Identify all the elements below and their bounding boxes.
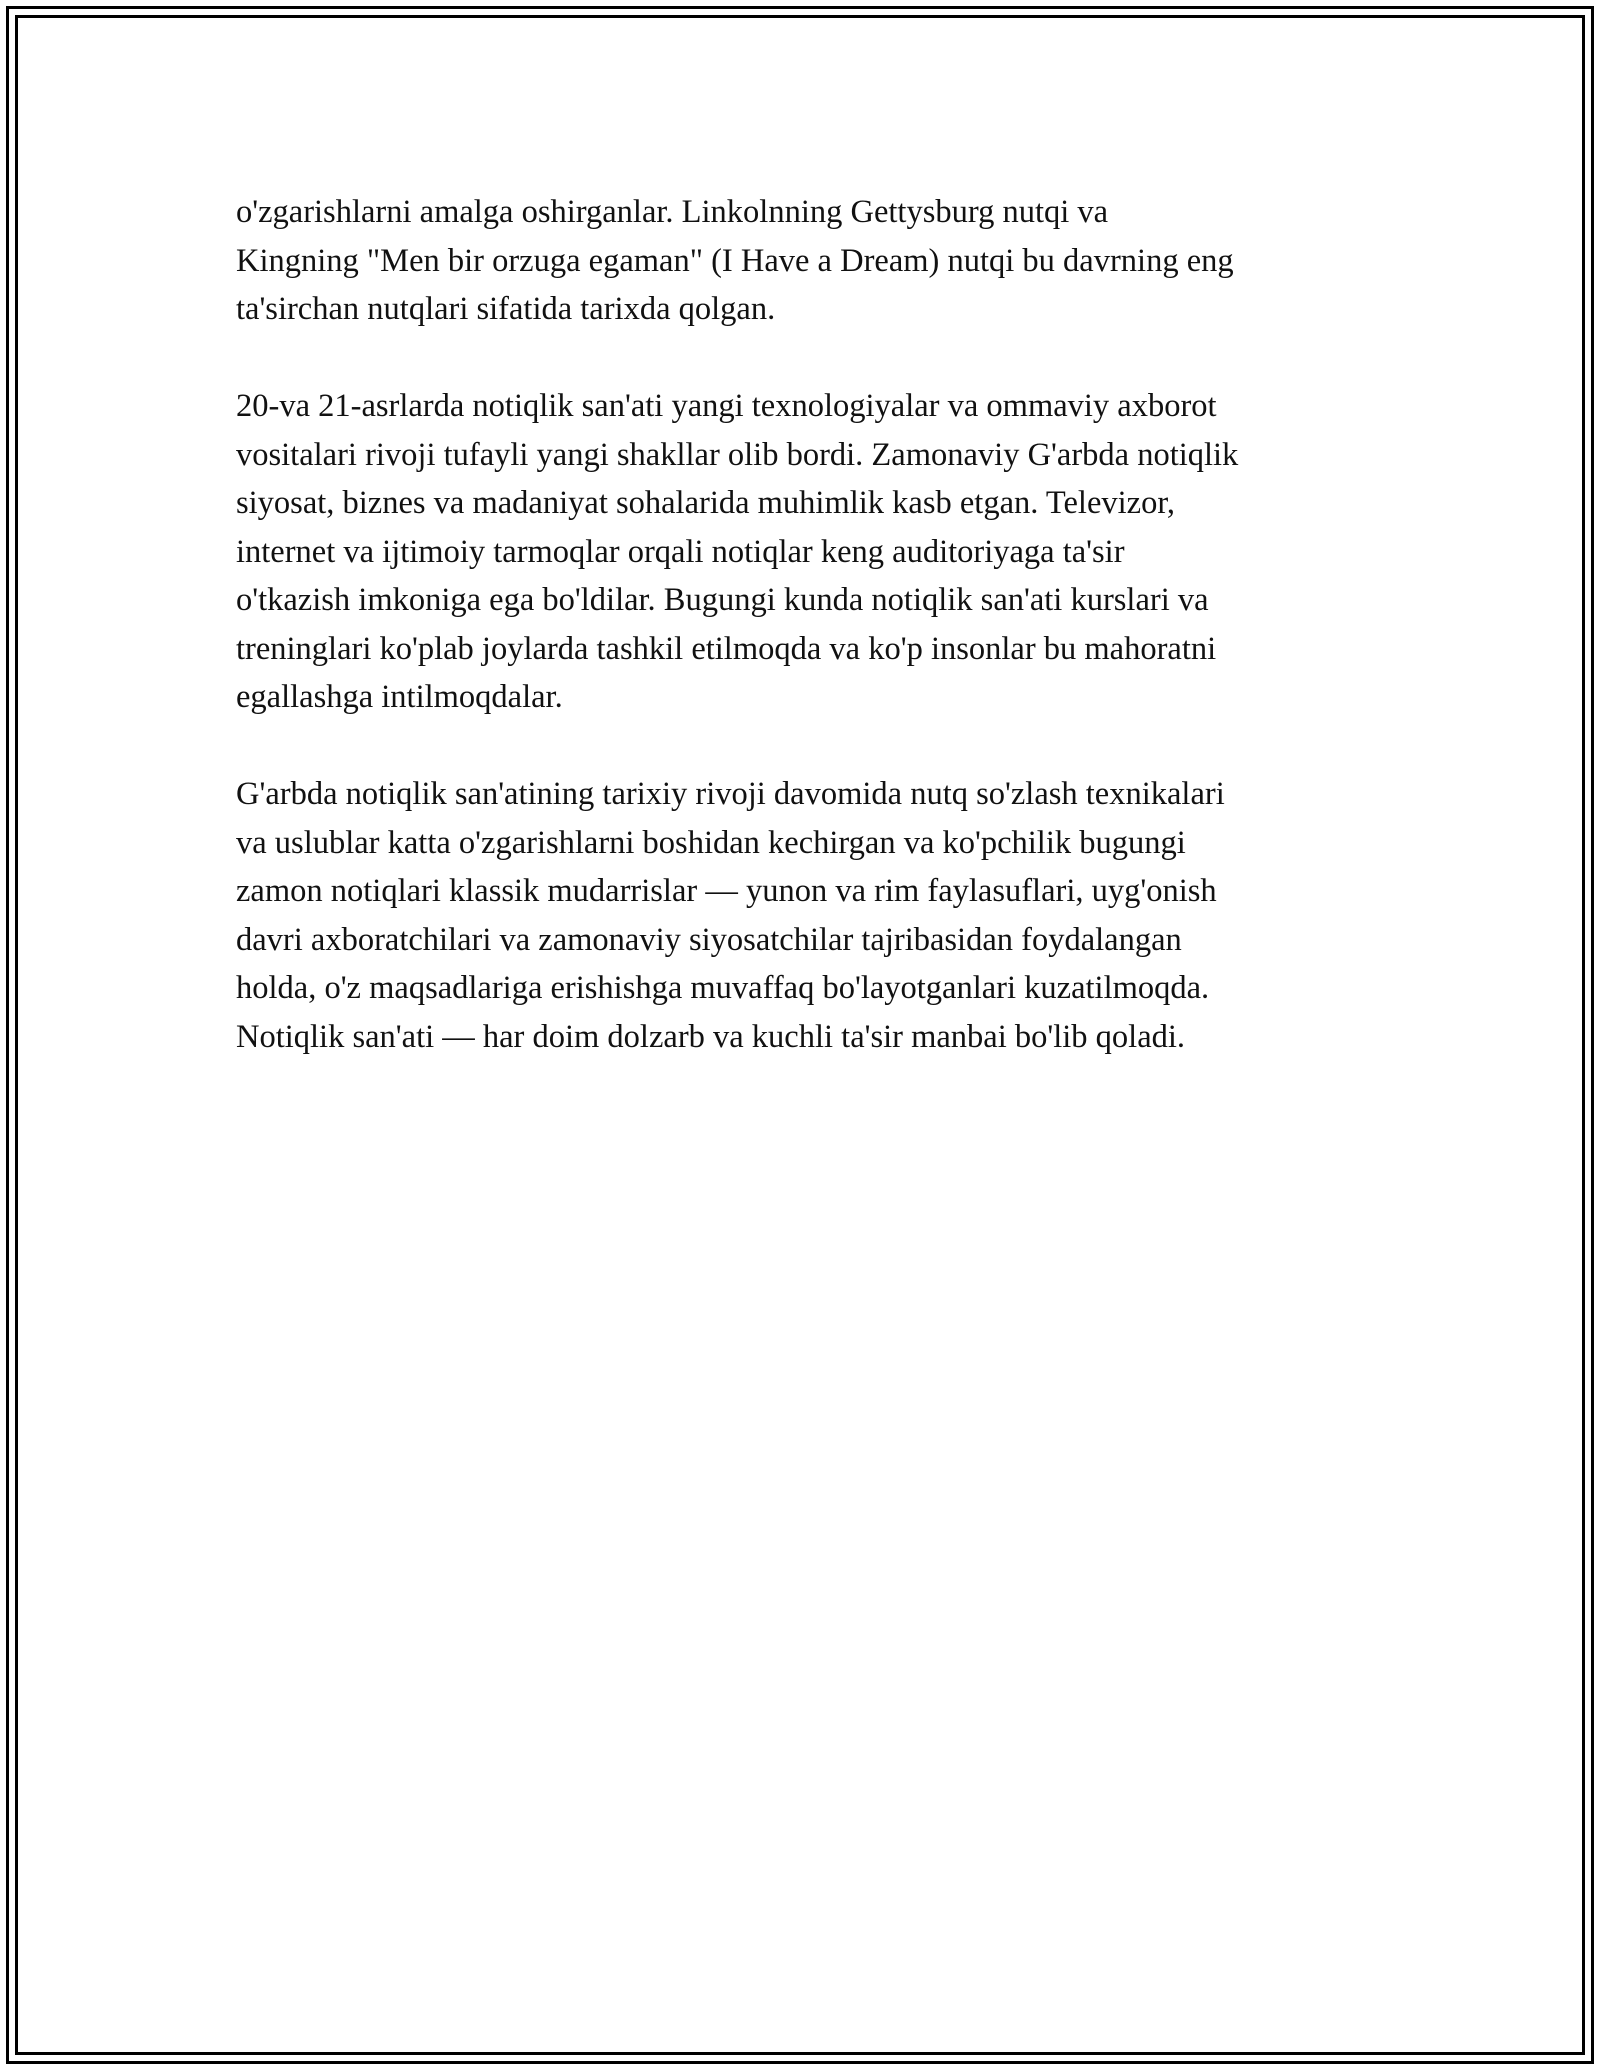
paragraph-spacer: [236, 722, 1376, 771]
text-line: vositalari rivoji tufayli yangi shakllar olib bordi. Zamonaviy G'arbda notiqlik: [236, 436, 1239, 473]
paragraph-2: [236, 382, 1376, 722]
text-line: egallashga intilmoqdalar.: [236, 679, 563, 715]
text-line: Kingning "Men bir orzuga egaman" (I Have a Dream) nutqi bu davrning eng: [236, 242, 1234, 279]
document-body: [236, 188, 1376, 1061]
paragraph-3: [236, 770, 1376, 1061]
paragraph-1: [236, 188, 1376, 334]
text-line: davri axboratchilari va zamonaviy siyosatchilar tajribasidan foydalangan: [236, 921, 1182, 958]
text-line: Notiqlik san'ati — har doim dolzarb va kuchli ta'sir manbai bo'lib qoladi.: [236, 1018, 1186, 1055]
text-line: treninglari ko'plab joylarda tashkil etilmoqda va ko'p insonlar bu mahoratni: [236, 630, 1217, 667]
text-line: ta'sirchan nutqlari sifatida tarixda qolgan.: [236, 291, 776, 327]
text-line: o'tkazish imkoniga ega bo'ldilar. Bugungi kunda notiqlik san'ati kurslari va: [236, 582, 1209, 618]
text-line: siyosat, biznes va madaniyat sohalarida muhimlik kasb etgan. Televizor,: [236, 485, 1175, 521]
text-line: holda, o'z maqsadlariga erishishga muvaffaq bo'layotganlari kuzatilmoqda.: [236, 970, 1210, 1006]
text-line: o'zgarishlarni amalga oshirganlar. Linkolnning Gettysburg nutqi va: [236, 194, 1109, 230]
text-line: 20-va 21-asrlarda notiqlik san'ati yangi texnologiyalar va ommaviy axborot: [236, 388, 1217, 424]
paragraph-spacer: [236, 334, 1376, 383]
text-line: va uslublar katta o'zgarishlarni boshidan kechirgan va ko'pchilik bugungi: [236, 824, 1186, 861]
text-line: zamon notiqlari klassik mudarrislar — yunon va rim faylasuflari, uyg'onish: [236, 873, 1217, 909]
text-line: internet va ijtimoiy tarmoqlar orqali notiqlar keng auditoriyaga ta'sir: [236, 533, 1125, 570]
text-line: G'arbda notiqlik san'atining tarixiy rivoji davomida nutq so'zlash texnikalari: [236, 776, 1225, 812]
